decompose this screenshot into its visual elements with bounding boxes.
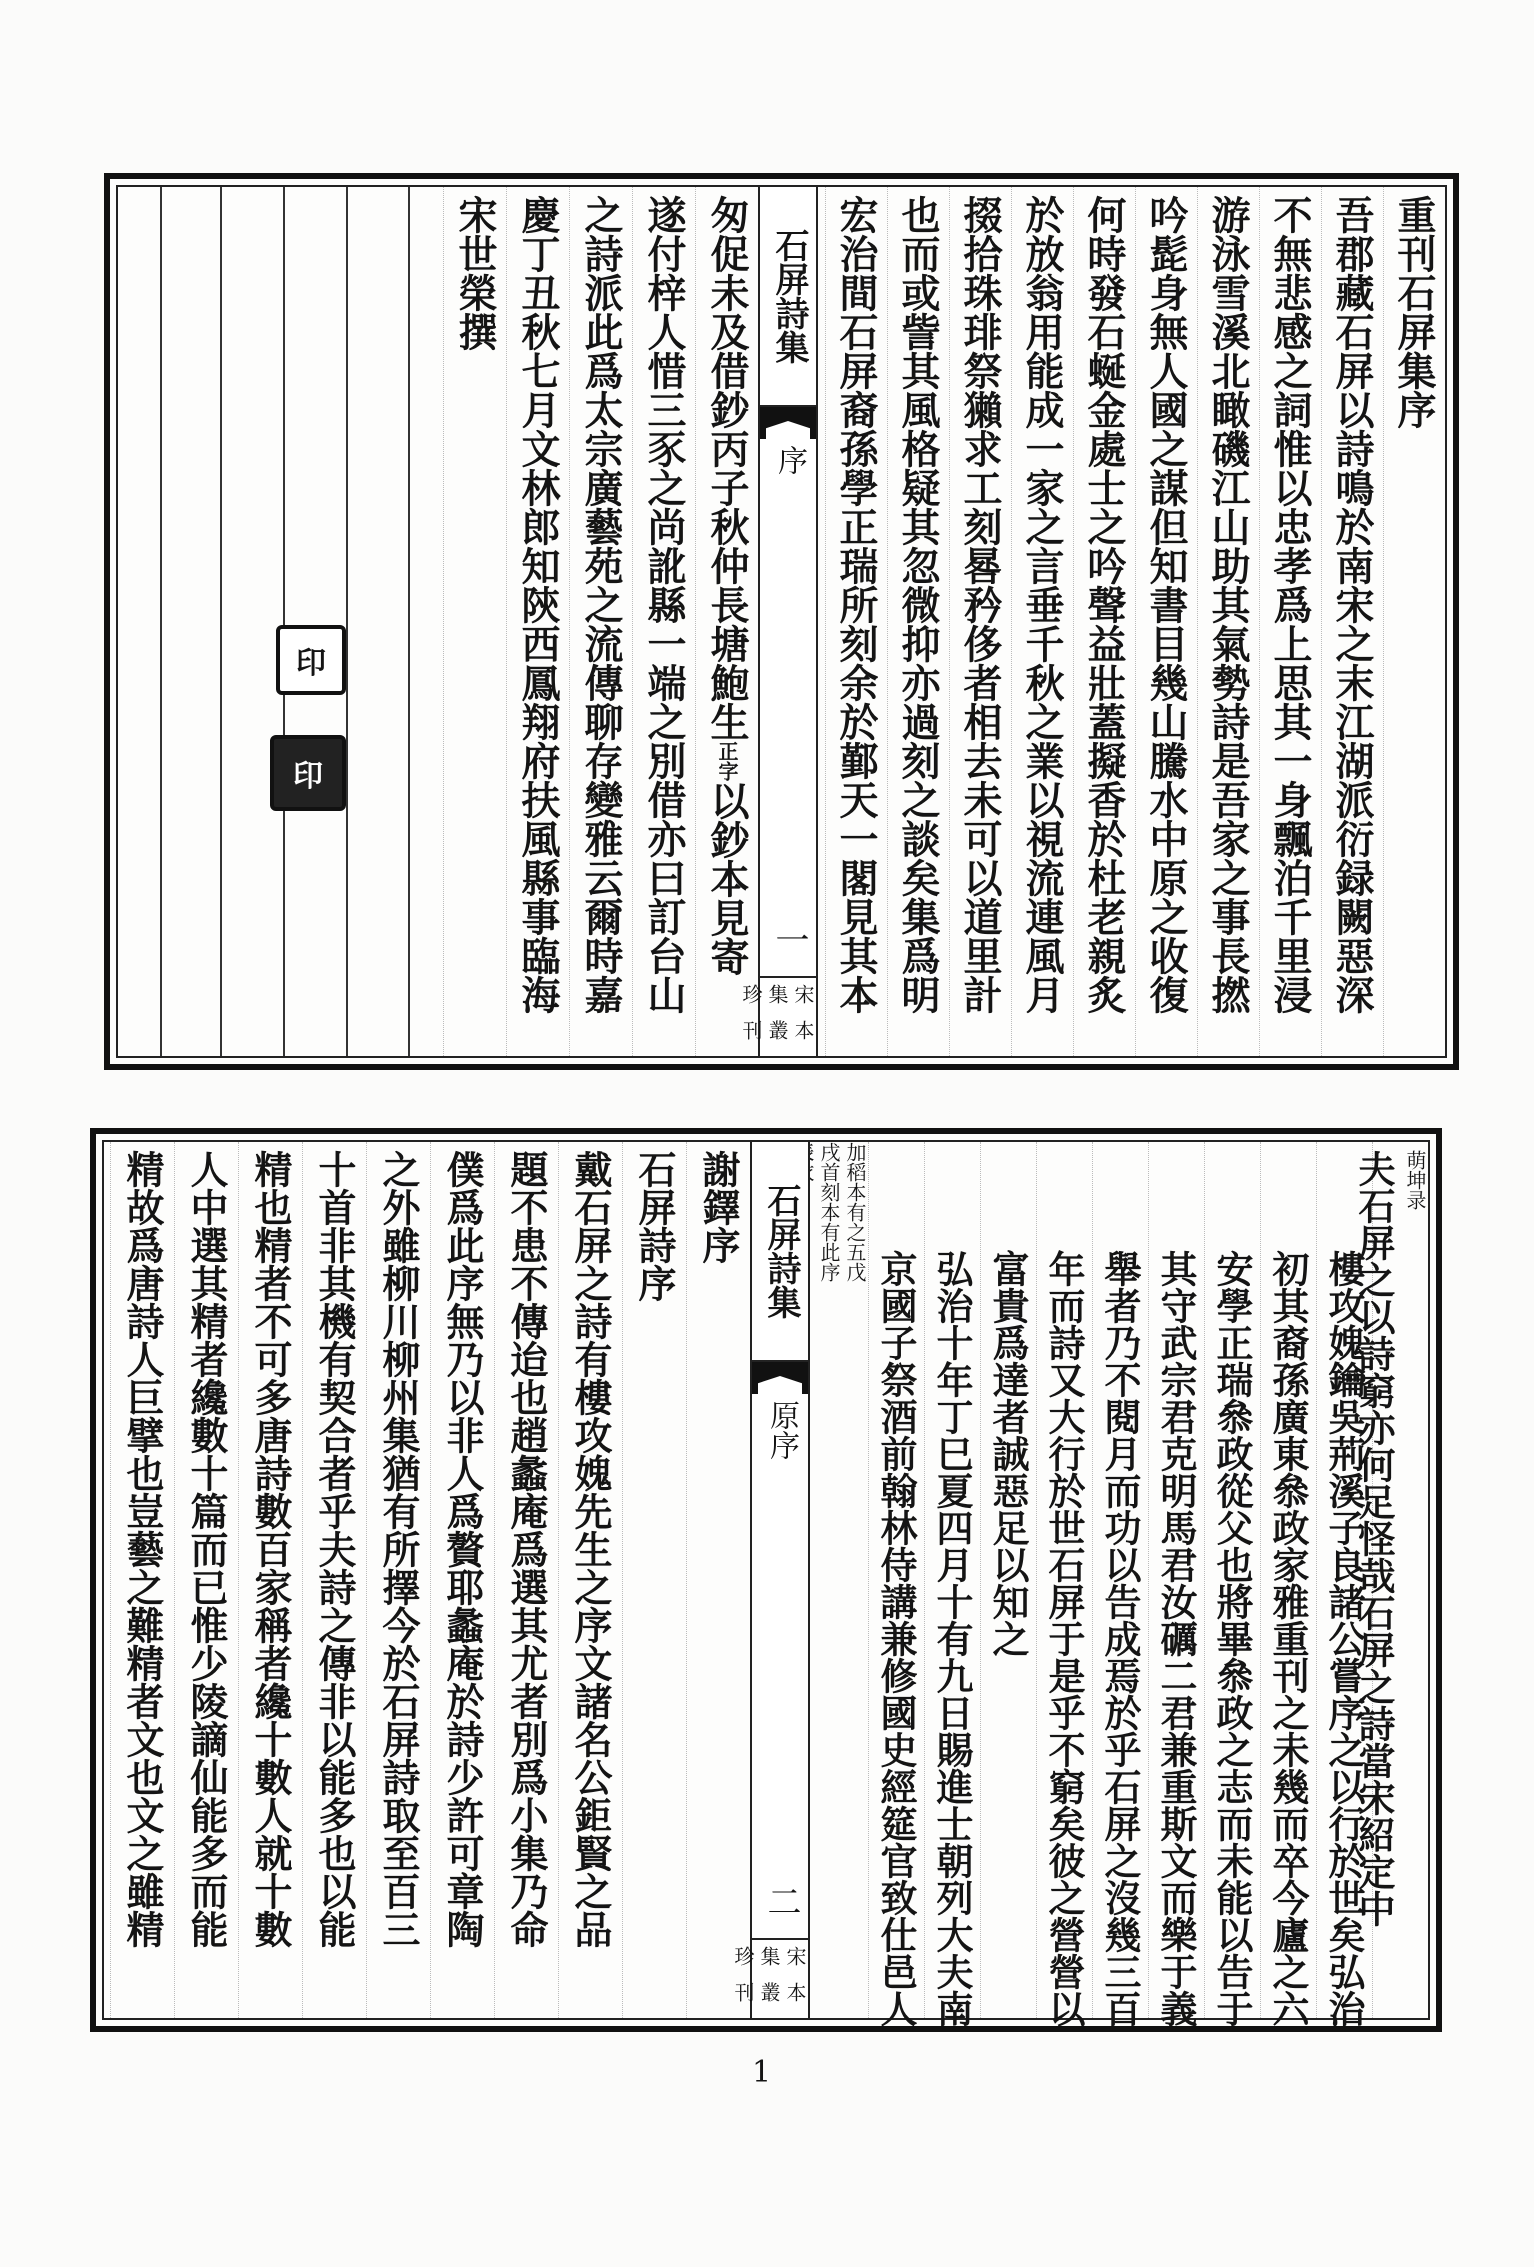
center-folio: 二 [761, 1884, 801, 1918]
author-signature: 宋世榮撰 [443, 187, 506, 1056]
text-column: 初其裔孫廣東叅政家雅重刊之未幾而卒今廬之六 [1260, 1142, 1316, 2018]
text-segment: 匆促未及借鈔丙子秋仲長塘鮑生 [704, 195, 750, 741]
bottom-spread-frame [90, 1128, 1442, 2032]
annotation-line: 戌首刻本有此序 [817, 1142, 841, 1282]
series-line: 本叢刊 [731, 1982, 807, 2002]
center-book-title: 石屏詩集 [760, 187, 816, 407]
interlinear-note: 正字 [715, 741, 739, 781]
center-section: 序 [772, 445, 807, 475]
bottom-right-page [806, 1142, 1428, 2027]
text-column: 十首非其機有契合者乎夫詩之傳非以能多也以能 [302, 1142, 366, 2018]
text-column: 人中選其精者纔數十篇而已惟少陵謫仙能多而能 [174, 1142, 238, 2018]
text-column: 吟髭身無人國之謀但知書目幾山騰水中原之收復 [1135, 187, 1197, 1056]
top-left-page [118, 187, 758, 1056]
text-column: 之詩派此爲太宗廣藝苑之流傳聊存變雅云爾時嘉 [569, 187, 632, 1056]
header-mark: 萌坤录 [1403, 1150, 1427, 1210]
top-center-column [739, 187, 818, 1056]
series-line: 宋集珍 [731, 1946, 807, 1966]
section-title: 謝鐸序 [686, 1142, 750, 2018]
seal-stamp: 印 [270, 735, 346, 811]
ruled-line [346, 187, 348, 1056]
center-series-label [739, 976, 816, 1056]
preface-title: 重刊石屏集序 [1383, 187, 1445, 1056]
text-column: 不無悲感之詞惟以忠孝爲上思其一身飄泊千里浸 [1259, 187, 1321, 1056]
top-right-page [818, 187, 1445, 1056]
bottom-left-page [104, 1142, 750, 2018]
fishtail-mark [752, 1362, 808, 1394]
ruled-line [283, 187, 285, 1056]
text-column [1352, 1142, 1428, 2018]
text-column: 題不患不傳迨也趙蠡庵爲選其尤者別爲小集乃命 [494, 1142, 558, 2018]
text-column: 其守武宗君克明馬君汝礪二君兼重斯文而樂于義 [1148, 1142, 1204, 2018]
text-column: 於放翁用能成一家之言垂千秋之業以視流連風月 [1011, 187, 1073, 1056]
top-spread-inner [116, 185, 1447, 1058]
series-line: 本叢刊 [739, 1020, 815, 1040]
text-segment: 以鈔本見寄 [704, 781, 750, 976]
text-segment: 夫石屏之以詩窮亦何足怪哉石屏之詩當宋紹定中 [1352, 1150, 1396, 1927]
text-column: 年而詩又大行於世石屏于是乎不窮矣彼之營營以 [1036, 1142, 1092, 2018]
text-column: 僕爲此序無乃以非人爲贅耶蠡庵於詩少許可章陶 [430, 1142, 494, 2018]
text-column: 何時發石蜒金處士之吟聲益壯蓋擬香於杜老親炙 [1073, 187, 1135, 1056]
bottom-spread-inner [102, 1140, 1430, 2027]
text-column: 游泳雪溪北瞰磯江山助其氣勢詩是吾家之事長撚 [1197, 187, 1259, 1056]
top-spread-frame [104, 173, 1459, 1070]
text-column: 樓攻媿鑰吳荊溪子良諸公嘗序之以行於世矣弘治 [1316, 1142, 1372, 2018]
page-number: 1 [752, 2055, 772, 2090]
text-column: 慶丁丑秋七月文林郎知陝西鳳翔府扶風縣事臨海 [506, 187, 569, 1056]
annotation-line: 加稻本有之五戊 [843, 1142, 867, 1282]
ruled-line [220, 187, 222, 1056]
ruled-line [408, 187, 410, 1056]
center-series-label [731, 1938, 808, 2018]
text-column: 之外雖柳川柳州集猶有所擇今於石屏詩取至百三 [366, 1142, 430, 2018]
text-column: 富貴爲達者誠惡足以知之 [980, 1142, 1036, 2018]
series-line: 宋集珍 [739, 984, 815, 1004]
ruled-line [160, 187, 162, 1056]
text-column [695, 187, 758, 1056]
seal-stamp: 印 [276, 625, 346, 695]
center-folio: 一 [769, 922, 809, 956]
text-column: 安學正瑞叅政從父也將畢叅政之志而未能以告于 [1204, 1142, 1260, 2018]
bottom-center-column [731, 1142, 810, 2018]
text-column: 京國子祭酒前翰林侍講兼修國史經筵官致仕邑人 [868, 1142, 924, 2018]
text-column: 也而或訾其風格疑其忽微抑亦過刻之談矣集爲明 [887, 187, 949, 1056]
text-column: 精也精者不可多唐詩數百家稱者纔十數人就十數 [238, 1142, 302, 2018]
center-section: 原序 [764, 1400, 799, 1460]
text-column: 遂付梓人惜三豕之尚訛縣一端之別借亦曰訂台山 [632, 187, 695, 1056]
center-book-title: 石屏詩集 [752, 1142, 808, 1362]
text-column: 宏治間石屏裔孫學正瑞所刻余於鄞天一閣見其本 [825, 187, 887, 1056]
text-column: 舉者乃不閱月而功以告成焉於乎石屏之沒幾三百 [1092, 1142, 1148, 2018]
section-title: 石屏詩序 [622, 1142, 686, 2018]
text-column: 精故爲唐詩人巨擘也豈藝之難精者文也文之雖精 [110, 1142, 174, 2018]
marginal-annotation [806, 1142, 868, 2018]
text-column: 吾郡藏石屏以詩鳴於南宋之末江湖派衍録闕惡深 [1321, 187, 1383, 1056]
text-column: 弘治十年丁巳夏四月十有九日賜進士朝列大夫南 [924, 1142, 980, 2018]
fishtail-mark [760, 407, 816, 439]
text-column: 戴石屏之詩有樓攻媿先生之序文諸名公鉅賢之品 [558, 1142, 622, 2018]
text-column: 掇拾珠琲祭獺求工刻晷矜侈者相去未可以道里計 [949, 187, 1011, 1056]
